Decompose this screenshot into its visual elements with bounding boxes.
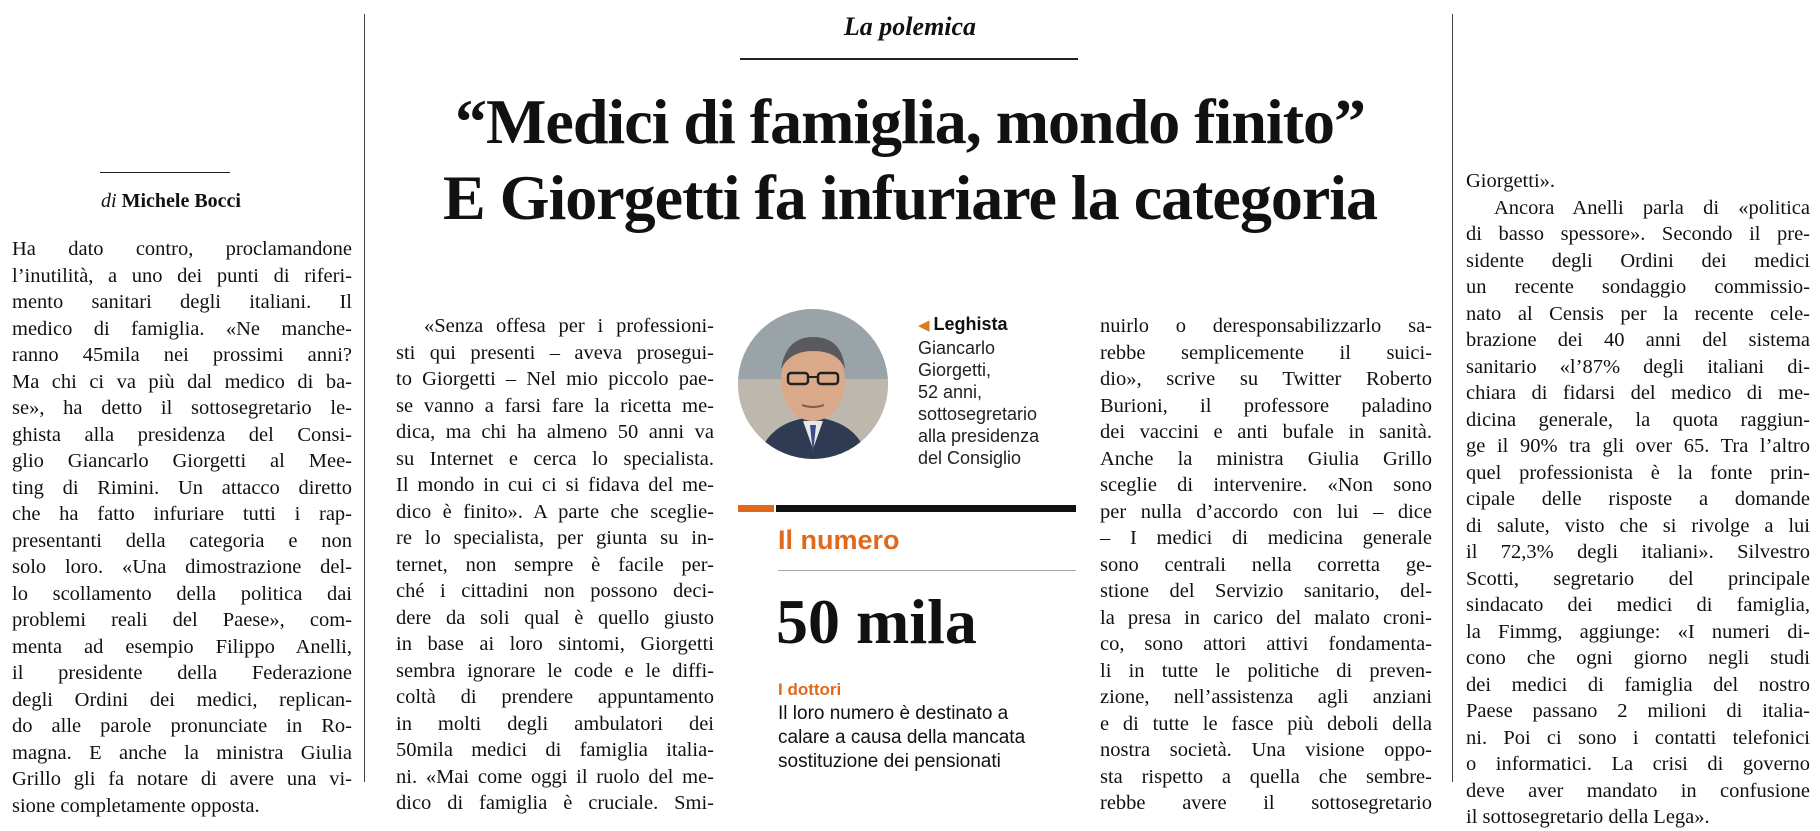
text-line: Grillo gli fa notare di avere una vi- [12,768,352,790]
text-line: l’inutilità, a uno dei punti di riferi- [12,264,352,287]
text-line: la presa in carico del malato croni- [1100,606,1432,629]
column-divider-right [1452,14,1453,782]
text-line: sindacato dei medici di famiglia, [1466,594,1810,616]
text-line: magna. E anche la ministra Giulia [12,741,352,764]
text-line: Scotti, segretario del principale [1466,567,1810,590]
text-line: quel professionista è la fonte prin- [1466,461,1810,484]
numero-box-text-line: Il loro numero è destinato a [778,703,1009,724]
text-line: sceglie di intervenire. «Non sono [1100,474,1432,496]
numero-box-text [778,702,1078,774]
text-line: sanitario «l’87% degli italiani di- [1466,355,1810,378]
text-line: Ha dato contro, proclamandone [12,238,352,260]
caption-line: Giorgetti, [918,360,992,380]
text-line: lo scollamento della politica dai [12,582,352,605]
text-line: degli Ordini dei medici, replican- [12,688,352,711]
text-line: dere da soli qual è quello giusto [396,606,714,629]
text-line: il presidente della Federazione [12,662,352,684]
text-line: in molti degli ambulatori dei [396,712,714,735]
article-column-4 [1466,168,1810,831]
kicker: La polemica [843,12,977,41]
text-line: sidente degli Ordini dei medici [1466,249,1810,272]
column-divider-left [364,14,365,782]
caption-line: del Consiglio [918,448,1022,468]
text-line: presentanti della categoria e non [12,529,352,552]
article-column-1 [12,236,352,819]
text-line: ché i cittadini non possono deci- [396,580,714,602]
text-line: sione completamente opposta. [12,794,260,817]
text-line: dei vaccini e anti bufale in sanità. [1100,421,1432,443]
text-line: medico di famiglia. «Ne manche- [12,317,352,340]
text-line: – I medici di medicina generale [1100,527,1432,549]
text-line: dio», scrive su Twitter Roberto [1100,368,1432,390]
text-line: sti qui presenti – aveva prosegui- [396,341,714,364]
caption-line: alla presidenza [918,426,1040,446]
text-line: problemi reali del Paese», com- [12,609,352,631]
article-column-2 [396,313,714,817]
text-line: ternet, non sempre è facile per- [396,553,714,576]
numero-box-value: 50 mila [776,586,977,657]
text-line: rebbe semplicemente il suici- [1100,341,1432,364]
byline-prefix: di [101,190,117,212]
text-line: il 72,3% degli italiani». Silvestro [1466,541,1810,563]
text-line: to Giorgetti – Nel mio piccolo pae- [396,368,714,390]
headline-line-2: E Giorgetti fa infuriare la categoria [443,162,1377,233]
text-line: Giorgetti». [1466,170,1556,192]
text-line: nato al Censis per la recente cele- [1466,302,1810,325]
text-line: ni. Poi ci sono i contatti telefonici [1466,726,1810,749]
text-line: e di tutte le fasce più deboli della [1100,712,1432,735]
text-line: li in tutte le politiche di preven- [1100,659,1432,682]
text-line: co, sono attori attivi fondamenta- [1100,633,1432,655]
text-line: Il mondo in cui ci si fidava del me- [396,474,714,496]
text-line: Anche la ministra Giulia Grillo [1100,447,1432,470]
text-line: dico è finito». A parte che sceglie- [396,500,714,523]
numero-box-sublabel: I dottori [778,680,842,699]
portrait-image [738,309,888,459]
text-line: mento sanitari degli italiani. Il [12,291,352,313]
numero-box-accent-bar [738,505,774,512]
text-line: in base ai loro sintomi, Giorgetti [396,633,714,655]
text-line: di salute, visto che si rivolge a lui [1466,514,1810,537]
text-line: nuirlo o deresponsabilizzarlo sa- [1100,315,1432,337]
headline-line-1: “Medici di famiglia, mondo finito” [455,86,1365,157]
numero-box-rule [778,570,1076,571]
text-line: cipale delle risposte a domande [1466,488,1810,510]
text-line: glio Giancarlo Giorgetti al Mee- [12,450,352,472]
numero-box-text-line: calare a causa della mancata [778,727,1026,748]
text-line: ge il 90% tra gli over 65. Tra l’altro [1466,435,1810,457]
numero-box-text-line: sostituzione dei pensionati [778,751,1001,772]
caption-line: 52 anni, [918,382,983,402]
text-line: stione del Servizio sanitario, del- [1100,580,1432,602]
text-line: brazione dei 40 anni del sistema [1466,329,1810,351]
photo-caption [918,313,1058,469]
text-line: su Internet e cerca lo specialista. [396,447,714,470]
caption-tag: Leghista [933,314,1008,334]
text-line: se», ha detto il sottosegretario le- [12,397,352,419]
text-line: «Senza offesa per i professioni- [424,315,714,337]
portrait-photo [738,309,888,459]
text-line: Ancora Anelli parla di «politica [1494,196,1810,219]
text-line: dica, ma chi ha almeno 50 anni va [396,421,714,443]
text-line: chiara di fidarsi del medico di me- [1466,382,1810,404]
text-line: Burioni, il professore paladino [1100,394,1432,417]
headline [380,84,1440,236]
text-line: sono centrali nella corretta ge- [1100,553,1432,576]
text-line: di basso spessore». Secondo il pre- [1466,223,1810,245]
text-line: se vanno a farsi fare la ricetta me- [396,394,714,417]
text-line: ni. «Mai come oggi il ruolo del me- [396,765,714,788]
text-line: sembra ignorare le code e le diffi- [396,659,714,682]
text-line: dico di famiglia è cruciale. Smi- [396,792,714,814]
text-line: cono che ogni giorno negli studi [1466,647,1810,669]
text-line: rebbe avere il sottosegretario [1100,792,1432,814]
text-line: menta ad esempio Filippo Anelli, [12,635,352,658]
caption-line: sottosegretario [918,404,1038,424]
text-line: Paese passano 2 milioni di italia- [1466,700,1810,722]
text-line: un recente sondaggio commissio- [1466,276,1810,298]
text-line: sta rispetto a quella che sembre- [1100,765,1432,788]
article-column-3 [1100,313,1432,817]
caption-line: Giancarlo [918,338,996,358]
text-line: dicina generale, la quota raggiun- [1466,408,1810,431]
text-line: ting di Rimini. Un attacco diretto [12,476,352,499]
text-line: 50mila medici di famiglia italia- [396,739,714,761]
kicker-rule [740,58,1078,60]
byline-author: Michele Bocci [121,190,241,212]
byline [40,190,302,213]
text-line: la Fimmg, aggiunge: «I numeri di- [1466,620,1810,643]
text-line: che ha fatto infuriare tutti i rap- [12,503,352,525]
numero-box-top-bar [776,505,1076,512]
caption-text [918,337,1058,469]
text-line: deve aver mandato in confusione [1466,779,1810,802]
text-line: zione, nell’assistenza agli anziani [1100,686,1432,708]
text-line: o informatici. La crisi di governo [1466,753,1810,775]
byline-rule [100,172,230,173]
text-line: coltà di prendere appuntamento [396,686,714,708]
text-line: dei medici di famiglia del nostro [1466,673,1810,696]
text-line: do alle parole pronunciate in Ro- [12,715,352,737]
text-line: re lo specialista, per giunta su in- [396,527,714,549]
caption-arrow-icon: ◀ [918,317,930,334]
text-line: nostra società. Una visione oppo- [1100,739,1432,761]
text-line: per nulla d’accordo con lui – dice [1100,500,1432,523]
text-line: Ma chi ci va più dal medico di ba- [12,370,352,393]
text-line: solo loro. «Una dimostrazione del- [12,556,352,578]
text-line: ranno 45mila nei prossimi anni? [12,344,352,366]
numero-box-label: Il numero [778,525,900,555]
text-line: il sottosegretario della Lega». [1466,806,1710,828]
text-line: ghista alla presidenza del Consi- [12,423,352,446]
